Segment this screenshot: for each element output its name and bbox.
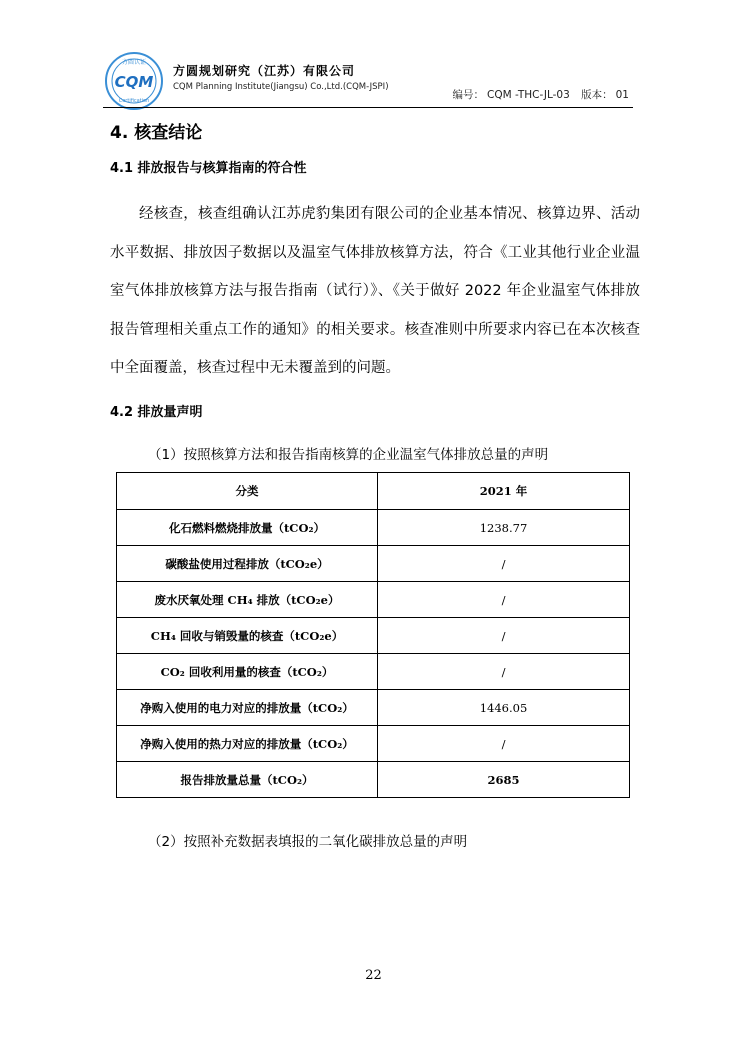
cqm-logo <box>103 50 165 112</box>
logo-bottom-text: Certification <box>118 98 150 104</box>
document-reference <box>450 87 629 102</box>
doc-number-label: 编号： <box>452 89 485 101</box>
row-label: 净购入使用的电力对应的排放量（tCO₂） <box>117 690 378 726</box>
row-value: / <box>378 726 630 762</box>
subsection-title-4-2: 4.2 排放量声明 <box>110 405 203 420</box>
row-value: 1446.05 <box>378 690 630 726</box>
header-category: 分类 <box>117 473 378 510</box>
page-number: 22 <box>365 968 382 983</box>
row-value: / <box>378 618 630 654</box>
table-row <box>117 654 630 690</box>
row-value: / <box>378 546 630 582</box>
row-value: 1238.77 <box>378 510 630 546</box>
version-label: 版本： <box>581 89 613 101</box>
table-row <box>117 546 630 582</box>
row-label: 化石燃料燃烧排放量（tCO₂） <box>117 510 378 546</box>
row-label: 废水厌氧处理 CH₄ 排放（tCO₂e） <box>117 582 378 618</box>
table-row <box>117 690 630 726</box>
row-label: CO₂ 回收利用量的核查（tCO₂） <box>117 654 378 690</box>
conformity-paragraph: 经核查，核查组确认江苏虎豹集团有限公司的企业基本情况、核算边界、活动水平数据、排放因子数据以及温室气体排放核算方法，符合《工业其他行业企业温室气体排放核算方法与报告指南（试行）》、《关于做好 2022 年企业温室气体排放报告管理相关重点工作的通知》的相关要求。核查准则中所要求内容已在本次核查中全面覆盖，核查过程中无未覆盖到的问题。 <box>110 206 640 376</box>
subsection-title-4-1: 4.1 排放报告与核算指南的符合性 <box>110 161 307 176</box>
row-value: / <box>378 582 630 618</box>
doc-number: CQM -THC-JL-03 <box>487 89 570 101</box>
version-number: 01 <box>615 89 629 101</box>
row-label: 碳酸盐使用过程排放（tCO₂e） <box>117 546 378 582</box>
org-name-cn: 方圆规划研究（江苏）有限公司 <box>173 64 356 78</box>
section-title: 4. 核查结论 <box>110 123 203 143</box>
row-value-total: 2685 <box>378 762 630 798</box>
org-name-en: CQM Planning Institute(Jiangsu) Co.,Ltd.(CQM-JSPI) <box>173 82 389 92</box>
table-caption-1: （1）按照核算方法和报告指南核算的企业温室气体排放总量的声明 <box>148 447 549 463</box>
table-row-total <box>117 762 630 798</box>
logo-top-text: 方圆认证 <box>121 59 147 66</box>
table-row <box>117 582 630 618</box>
header-divider <box>103 107 633 108</box>
emissions-table <box>116 472 630 798</box>
row-label: CH₄ 回收与销毁量的核查（tCO₂e） <box>117 618 378 654</box>
table-row <box>117 618 630 654</box>
row-label: 净购入使用的热力对应的排放量（tCO₂） <box>117 726 378 762</box>
logo-main-text: CQM <box>114 73 154 91</box>
table-header-row <box>117 473 630 510</box>
table-row <box>117 726 630 762</box>
header-year: 2021 年 <box>378 473 630 510</box>
row-label: 报告排放量总量（tCO₂） <box>117 762 378 798</box>
table-caption-2: （2）按照补充数据表填报的二氧化碳排放总量的声明 <box>148 834 468 850</box>
row-value: / <box>378 654 630 690</box>
table-row <box>117 510 630 546</box>
